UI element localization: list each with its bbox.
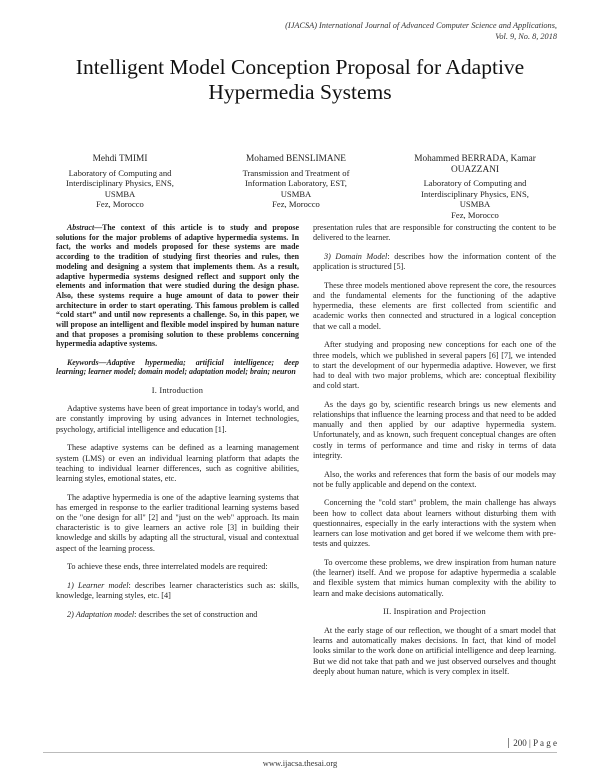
author-affiliation: Interdisciplinary Physics, ENS, bbox=[421, 188, 529, 199]
list-item bbox=[313, 252, 556, 272]
paper-title-line2: Hypermedia Systems bbox=[208, 80, 392, 104]
author-name: Mohammed BERRADA, Kamar bbox=[414, 154, 536, 164]
paragraph: Adaptive systems have been of great importance in today's world, and are constantly improving by using advances in Internet technologies, psychology, artificial intelligence and education [1]. bbox=[56, 404, 299, 434]
journal-header bbox=[177, 20, 557, 42]
keywords-text: —Adaptive hypermedia; artificial intelligence; deep learning; learner model; domain model; adaptation model; brain; neuron bbox=[56, 357, 299, 377]
section-heading-introduction: I. Introduction bbox=[151, 385, 204, 395]
footer-url: www.ijacsa.thesai.org bbox=[262, 758, 338, 768]
abstract bbox=[56, 223, 299, 349]
list-item-text: : describes learner characteristics such as: skills, knowledge, learning styles, etc. [4] bbox=[56, 581, 299, 601]
author-name: Mohamed BENSLIMANE bbox=[246, 154, 346, 164]
author-affiliation: USMBA bbox=[280, 188, 312, 199]
author-name: Mehdi TMIMI bbox=[92, 154, 148, 164]
author-block-1 bbox=[40, 154, 200, 210]
author-block-2 bbox=[216, 154, 376, 210]
paragraph: After studying and proposing new conceptions for each one of the three models, which we published in several papers [6] [7], we intended to start the development of our hypermedia adaptive. However, we first had to deal with two major problems, which are: conceptual flexibility and cold start. bbox=[313, 340, 556, 391]
paragraph: As the days go by, scientific research brings us new elements and relationships that influence the learning process and that need to be added manually and then applied by our adaptive hypermedia system. Unfortunately, and as known, such frequent conceptual changes are often costly in terms of performance and time and risky in terms of data integrity. bbox=[313, 399, 556, 460]
list-item bbox=[56, 610, 299, 620]
paragraph: To achieve these ends, three interrelated models are required: bbox=[67, 562, 268, 572]
author-affiliation: Laboratory of Computing and bbox=[423, 178, 527, 189]
author-name: OUAZZANI bbox=[450, 164, 500, 175]
author-block-3 bbox=[390, 154, 560, 221]
footer-divider bbox=[43, 752, 557, 753]
abstract-text: —The context of this article is to study and propose solutions for the major problems of adaptive hypermedia systems. In fact, the works and models proposed for these systems are made according to the tradition of studying first theories and rules, then modeling and designing a system that implements them. As a result, adaptive hypermedia systems designed reflect and support only the elements and information that were studied during the design phase. Also, these systems require a huge amount of data to power their architecture in order to start operating. This famous problem is called “cold start” and until now represents a challenge. So, in this paper, we will propose an intelligent and flexible model inspired by human nature and that proposes a promising solution to these problems concerning hypermedia adaptive systems. bbox=[56, 223, 299, 349]
page-number: 200 | P a g e bbox=[508, 738, 557, 748]
author-affiliation: Laboratory of Computing and bbox=[68, 167, 172, 178]
keywords-label: Keywords bbox=[67, 357, 99, 367]
author-affiliation: Interdisciplinary Physics, ENS, bbox=[66, 178, 174, 189]
abstract-label: Abstract bbox=[67, 223, 95, 232]
paper-title-line1: Intelligent Model Conception Proposal for Adaptive bbox=[75, 55, 525, 79]
journal-volume: Vol. 9, No. 8, 2018 bbox=[495, 32, 557, 41]
author-affiliation: USMBA bbox=[459, 199, 491, 210]
paragraph: Also, the works and references that form the basis of our models may not be fully applicable and depend on the context. bbox=[313, 469, 556, 489]
author-affiliation: Transmission and Treatment of bbox=[242, 167, 350, 178]
right-column bbox=[313, 223, 556, 686]
paragraph: Concerning the "cold start" problem, the main challenge has always been how to collect data about learners without disturbing them with questionnaires, especially in the early interactions with the system when learners can lose motivation and get bored if we welcome them with pre-tests and quizzes. bbox=[313, 498, 556, 549]
list-item-text: : describes how the information content of the application is structured [5]. bbox=[313, 251, 557, 272]
list-item-label: 3) Domain Model bbox=[324, 251, 388, 261]
author-location: Fez, Morocco bbox=[96, 199, 144, 210]
paragraph: The adaptive hypermedia is one of the adaptive learning systems that has emerged in response to the earlier traditional learning systems based on the "one design for all" [2] and "just on the web" approach. Its main characteristic is to give learners an active role [3] in building their knowledge and skills by adapting all the structural, visual and contextual aspect of the learning process. bbox=[56, 492, 299, 553]
paper-title bbox=[40, 55, 560, 105]
section-heading-inspiration: II. Inspiration and Projection bbox=[383, 607, 486, 617]
list-item bbox=[56, 581, 299, 601]
keywords bbox=[56, 358, 299, 377]
left-column bbox=[56, 223, 299, 629]
author-location: Fez, Morocco bbox=[272, 199, 320, 210]
author-location: Fez, Morocco bbox=[451, 209, 499, 220]
author-affiliation: USMBA bbox=[104, 188, 136, 199]
paragraph: These adaptive systems can be defined as a learning management system (LMS) or even an individual learning platform that adapts the teaching to individual learner differences, such as cognitive abilities, learning styles, emotional states, etc. bbox=[56, 443, 299, 483]
paragraph: To overcome these problems, we drew inspiration from human nature (the learner) itself. And we propose for adaptive hypermedia a scalable and flexible system that mimics human complexity with the ability to learn and make decisions automatically. bbox=[313, 557, 556, 598]
paragraph: These three models mentioned above represent the core, the resources and the fundamental elements for the functioning of the adaptive hypermedia, these elements are first collected from scientific and academic works then connected and structured in a logical conception that we call a model. bbox=[313, 280, 556, 331]
journal-name: (IJACSA) International Journal of Advanced Computer Science and Applications, bbox=[285, 21, 557, 30]
author-affiliation: Information Laboratory, EST, bbox=[245, 178, 347, 189]
list-item-label: 1) Learner model bbox=[67, 581, 129, 591]
paragraph: presentation rules that are responsible for constructing the content to be delivered to the learner. bbox=[313, 223, 556, 243]
list-item-label: 2) Adaptation model bbox=[67, 610, 135, 619]
list-item-text: : describes the set of construction and bbox=[134, 610, 258, 619]
paragraph: At the early stage of our reflection, we thought of a smart model that learns and automatically makes decisions. In fact, that kind of model looks similar to the work done on artificial intelligence and deep learning. But we did not take that path and we just observed ourselves and thought deeply about human nature, which is very complex in itself. bbox=[313, 626, 556, 676]
